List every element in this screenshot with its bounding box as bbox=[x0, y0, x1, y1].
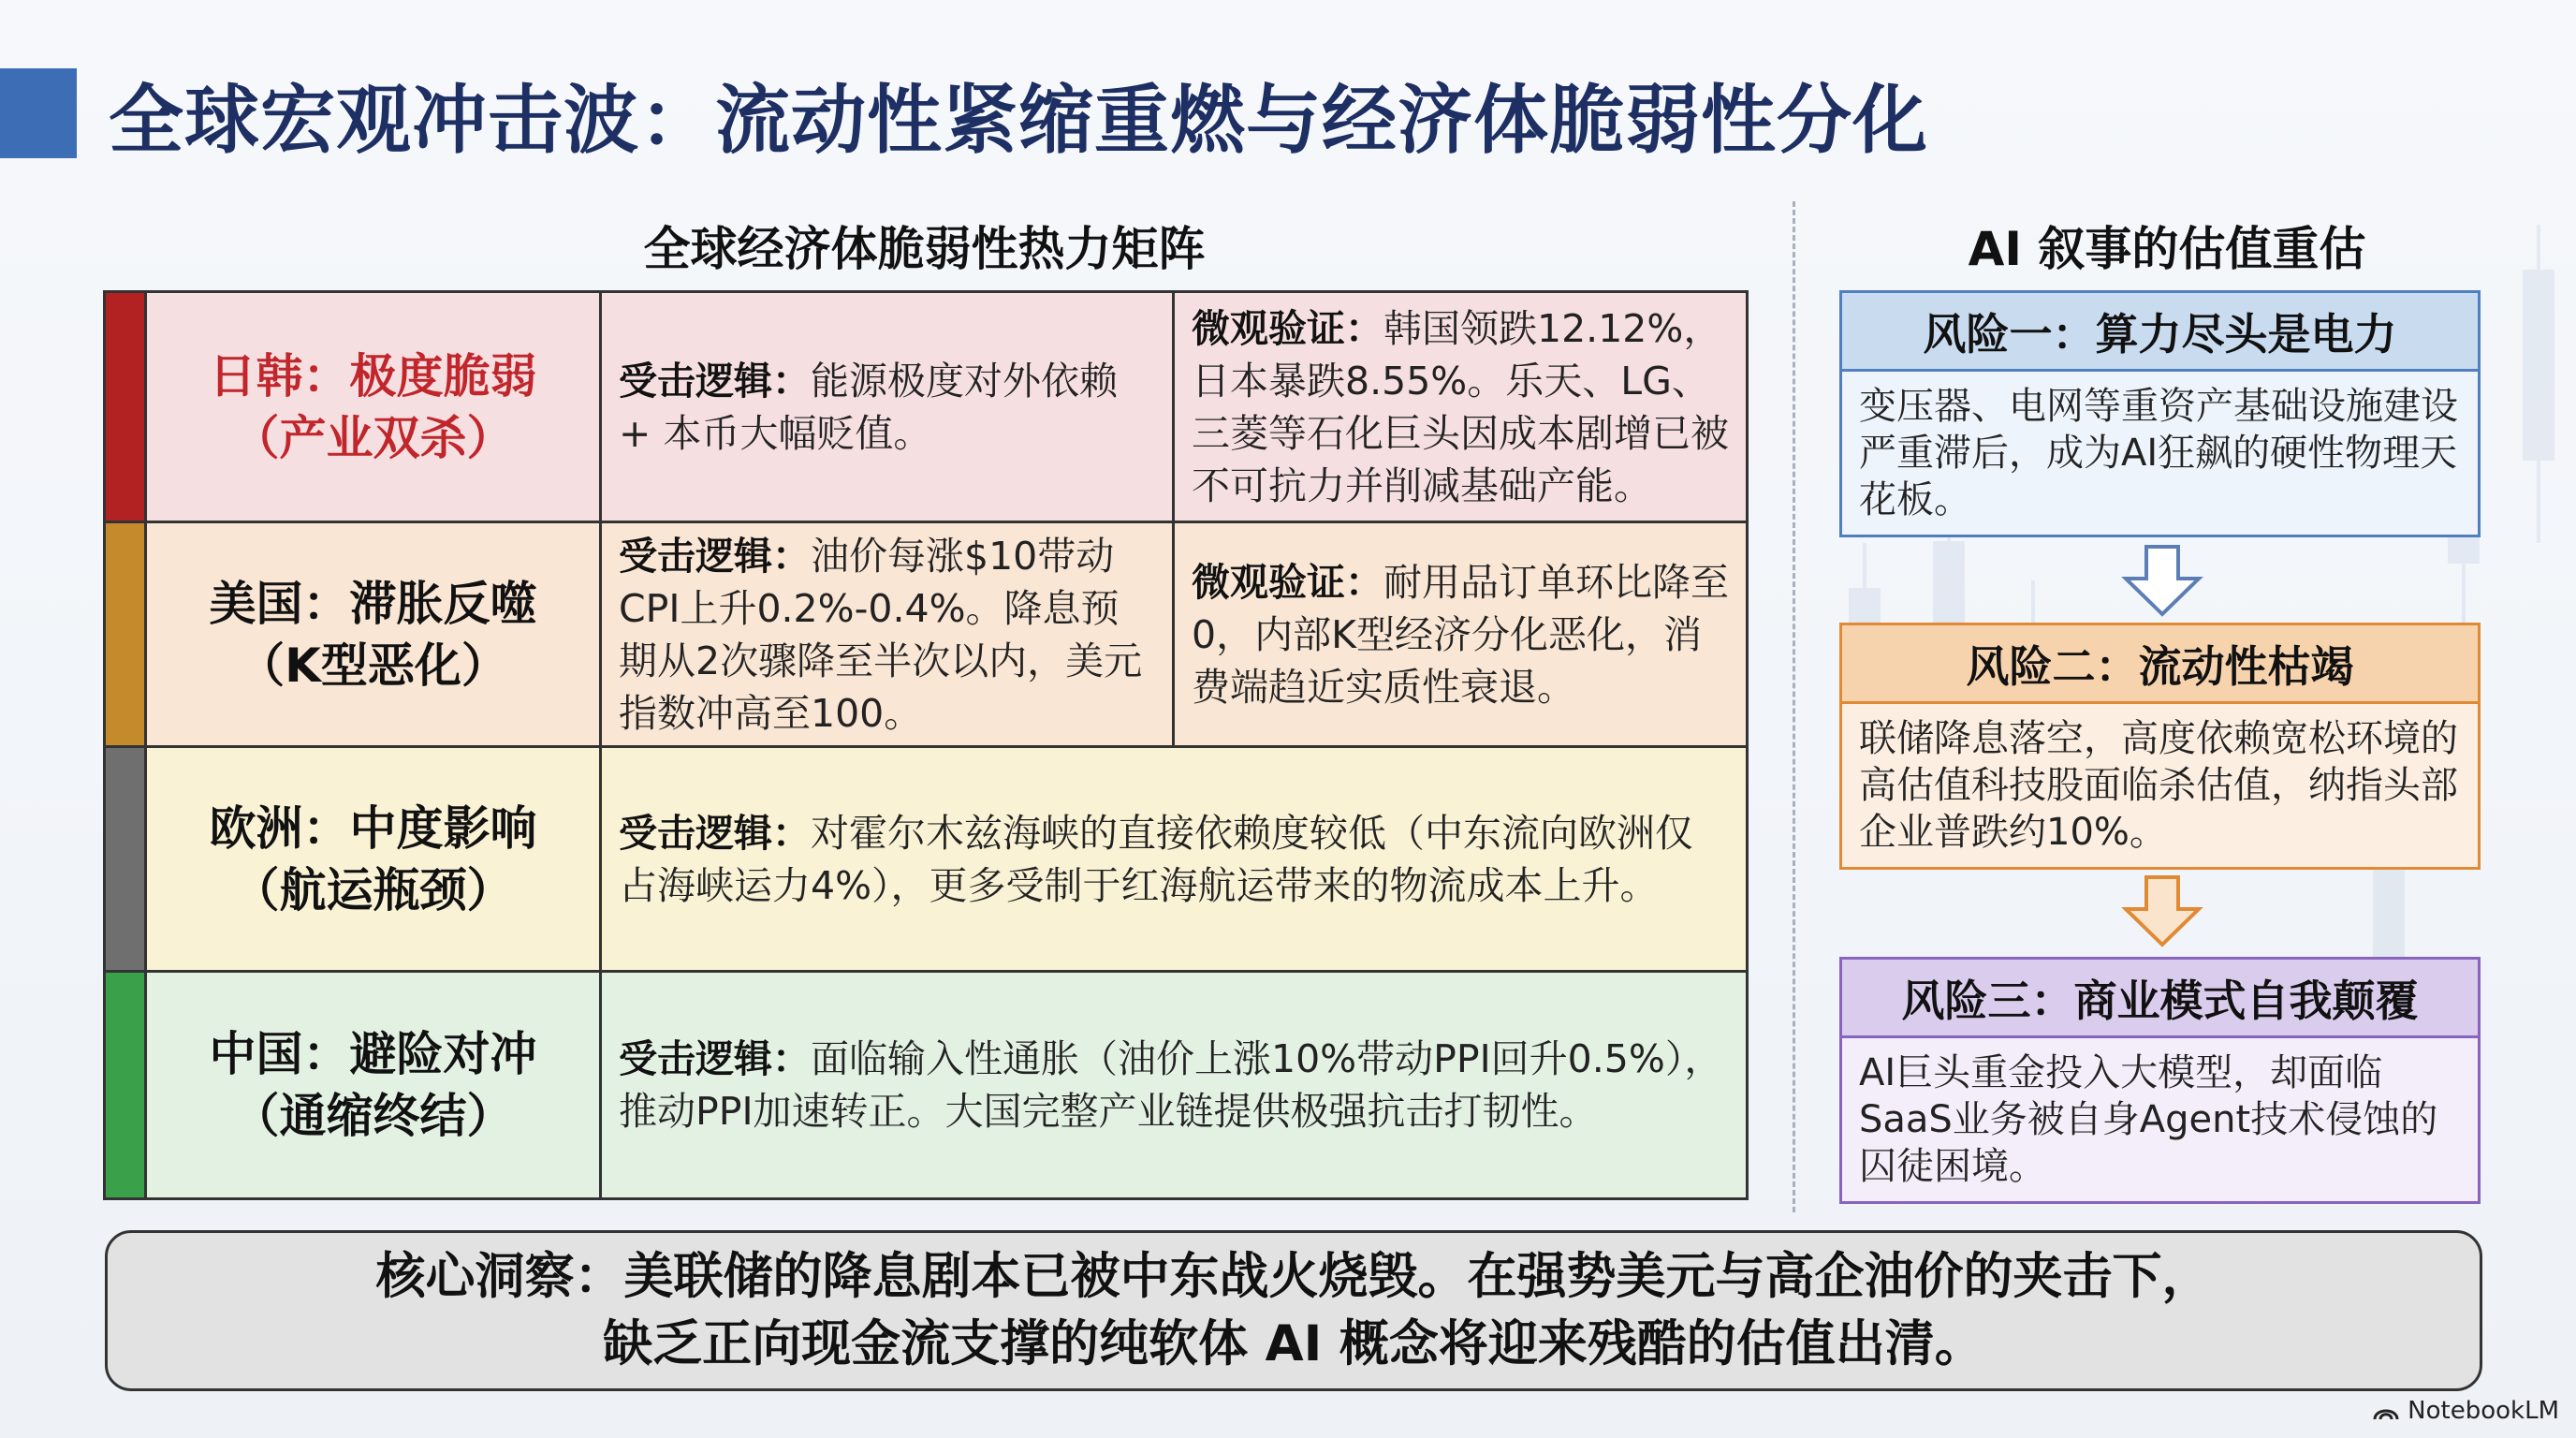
country-cell bbox=[147, 293, 602, 521]
impact-logic-cell bbox=[602, 973, 1746, 1197]
country-name: 日韩：极度脆弱 bbox=[209, 348, 537, 404]
risk-box-power bbox=[1839, 290, 2481, 537]
risk-box-liquidity bbox=[1839, 623, 2481, 870]
insight-line-1: 核心洞察：美联储的降息剧本已被中东战火烧毁。在强势美元与高企油价的夹击下， bbox=[375, 1248, 2212, 1305]
country-tag: （通缩终结） bbox=[232, 1089, 514, 1143]
micro-label: 微观验证： bbox=[1192, 559, 1383, 605]
title-accent-bar bbox=[0, 68, 77, 158]
country-cell bbox=[147, 748, 602, 970]
country-cell bbox=[147, 523, 602, 745]
impact-logic-cell bbox=[602, 523, 1175, 745]
country-tag: （产业双杀） bbox=[232, 410, 514, 465]
core-insight-box bbox=[105, 1230, 2482, 1391]
impact-text: 能源极度对外依赖 + 本币大幅贬值。 bbox=[619, 358, 1118, 456]
ai-section-title: AI 叙事的估值重估 bbox=[1968, 222, 2366, 276]
micro-text: 耐用品订单环比降至0，内部K型经济分化恶化，消费端趋近实质性衰退。 bbox=[1192, 559, 1729, 710]
insight-line-2: 缺乏正向现金流支撑的纯软体 AI 概念将迎来残酷的估值出清。 bbox=[603, 1315, 1984, 1372]
risk-body: AI巨头重金投入大模型，却面临SaaS业务被自身Agent技术侵蚀的囚徒困境。 bbox=[1859, 1051, 2438, 1188]
risk-body: 联储降息落空，高度依赖宽松环境的高估值科技股面临杀估值，纳指头部企业普跌约10%。 bbox=[1859, 717, 2458, 854]
risk-body: 变压器、电网等重资产基础设施建设严重滞后，成为AI狂飙的硬性物理天花板。 bbox=[1859, 385, 2458, 521]
risk-box-business-model bbox=[1839, 957, 2481, 1204]
matrix-row-europe bbox=[106, 748, 1746, 973]
impact-text: 油价每涨$10带动CPI上升0.2%-0.4%。降息预期从2次骤降至半次以内，美元指数冲高至100。 bbox=[619, 533, 1143, 736]
micro-evidence-cell bbox=[1175, 523, 1746, 745]
matrix-row-china bbox=[106, 973, 1746, 1197]
matrix-title: 全球经济体脆弱性热力矩阵 bbox=[643, 222, 1206, 276]
column-divider bbox=[1793, 201, 1795, 1212]
micro-text: 韩国领跌12.12%，日本暴跌8.55%。乐天、LG、三菱等石化巨头因成本剧增已被不可抗力并削减基础产能。 bbox=[1192, 305, 1729, 508]
vulnerability-matrix bbox=[103, 290, 1749, 1200]
severity-strip bbox=[106, 973, 147, 1197]
country-name: 欧洲：中度影响 bbox=[209, 800, 537, 856]
impact-label: 受击逻辑： bbox=[619, 533, 811, 579]
risk-title: 风险二：流动性枯竭 bbox=[1842, 625, 2478, 704]
down-arrow-icon bbox=[2120, 873, 2204, 948]
down-arrow-icon bbox=[2120, 543, 2204, 618]
risk-title: 风险一：算力尽头是电力 bbox=[1842, 293, 2478, 372]
page-title: 全球宏观冲击波：流动性紧缩重燃与经济体脆弱性分化 bbox=[109, 77, 1928, 164]
severity-strip bbox=[106, 293, 147, 521]
impact-label: 受击逻辑： bbox=[619, 810, 811, 856]
brand-watermark bbox=[2372, 1397, 2559, 1425]
matrix-row-usa bbox=[106, 523, 1746, 748]
risk-title: 风险三：商业模式自我颠覆 bbox=[1842, 960, 2478, 1038]
impact-text: 对霍尔木兹海峡的直接依赖度较低（中东流向欧洲仅占海峡运力4%），更多受制于红海航运带来的物流成本上升。 bbox=[619, 810, 1693, 908]
country-cell bbox=[147, 973, 602, 1197]
country-tag: （K型恶化） bbox=[238, 638, 508, 693]
impact-logic-cell bbox=[602, 293, 1175, 521]
impact-text: 面临输入性通胀（油价上涨10%带动PPI回升0.5%），推动PPI加速转正。大国完整产业链提供极强抗击打韧性。 bbox=[619, 1036, 1723, 1134]
severity-strip bbox=[106, 523, 147, 745]
impact-label: 受击逻辑： bbox=[619, 1036, 811, 1081]
brand-name: NotebookLM bbox=[2408, 1397, 2559, 1425]
country-name: 中国：避险对冲 bbox=[209, 1027, 537, 1081]
notebooklm-logo-icon bbox=[2372, 1401, 2400, 1421]
matrix-row-japan-korea bbox=[106, 293, 1746, 523]
severity-strip bbox=[106, 748, 147, 970]
country-name: 美国：滞胀反噬 bbox=[209, 576, 537, 631]
impact-logic-cell bbox=[602, 748, 1746, 970]
micro-label: 微观验证： bbox=[1192, 305, 1383, 351]
impact-label: 受击逻辑： bbox=[619, 358, 811, 404]
micro-evidence-cell bbox=[1175, 293, 1746, 521]
country-tag: （航运瓶颈） bbox=[232, 862, 514, 917]
